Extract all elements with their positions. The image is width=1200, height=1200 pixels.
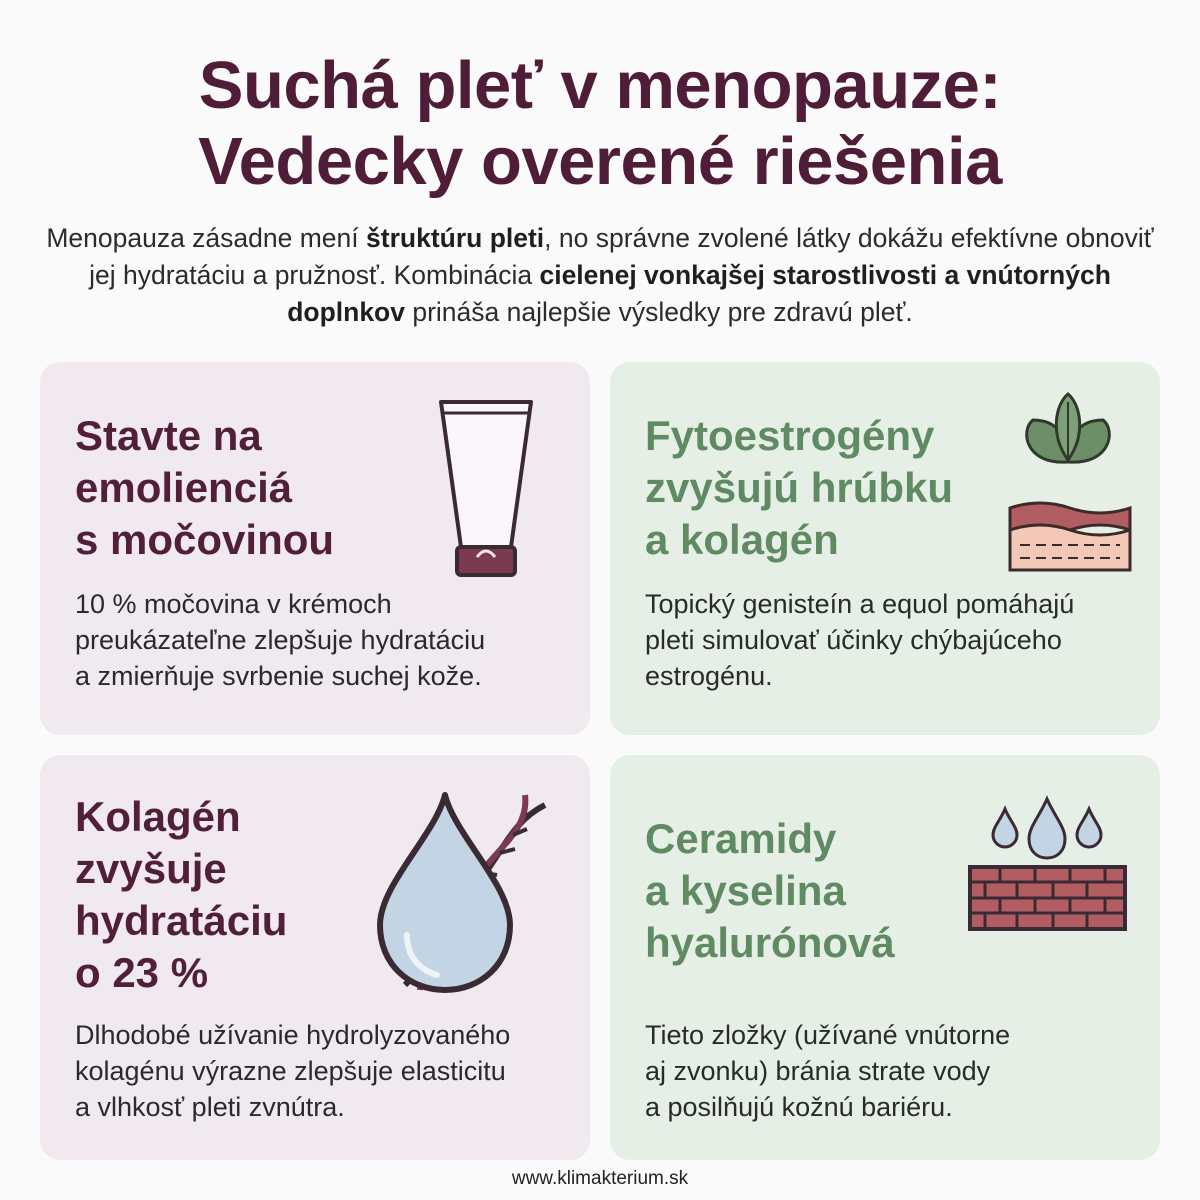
card-title-line: Stavte na xyxy=(75,412,262,459)
footer-website: www.klimakterium.sk xyxy=(511,1168,689,1189)
intro-bold-1: štruktúru pleti xyxy=(366,223,545,253)
intro-text-3: prináša najlepšie výsledky pre zdravú pleť. xyxy=(404,297,913,327)
intro-text-2: , no správne zvolené látky dokážu efektívne obnoviť jej hydratáciu a pružnosť. Kombinácia xyxy=(89,223,1154,290)
card-title-line: a kolagén xyxy=(645,516,839,563)
card-title xyxy=(75,410,334,566)
intro-text-1: Menopauza zásadne mení xyxy=(46,223,367,253)
card-text-line: aj zvonku) bránia strate vody xyxy=(645,1056,991,1086)
card-text-line: pleti simulovať účinky chýbajúceho xyxy=(645,625,1062,655)
card-text-line: 10 % močovina v krémoch xyxy=(75,589,392,619)
card-title-line: zvyšuje xyxy=(75,845,227,892)
card-title xyxy=(645,410,953,566)
card-text-line: a posilňujú kožnú bariéru. xyxy=(645,1092,953,1122)
brick-barrier-drops-icon xyxy=(965,795,1130,935)
card-title-line: Ceramidy xyxy=(645,815,837,862)
card-ceramides xyxy=(610,755,1160,1160)
card-phytoestrogens xyxy=(610,362,1160,735)
card-title-line: emolienciá xyxy=(75,464,293,511)
card-title-line: zvyšujú hrúbku xyxy=(645,464,954,511)
card-title-line: hydratáciu xyxy=(75,897,288,944)
card-collagen xyxy=(40,755,590,1160)
page-title xyxy=(0,48,1200,200)
card-title-line: s močovinou xyxy=(75,516,335,563)
card-text-line: Topický genisteín a equol pomáhajú xyxy=(645,589,1075,619)
intro-paragraph xyxy=(40,220,1160,331)
card-text-line: preukázateľne zlepšuje hydratáciu xyxy=(75,625,486,655)
page-title-line-1: Suchá pleť v menopauze: xyxy=(198,48,1002,123)
card-text-line: a vlhkosť pleti zvnútra. xyxy=(75,1092,345,1122)
card-title-line: Kolagén xyxy=(75,793,241,840)
card-text xyxy=(645,586,1074,694)
page-title-line-2: Vedecky overené riešenia xyxy=(198,124,1002,199)
card-title-line: a kyselina xyxy=(645,867,846,914)
water-drop-dna-icon xyxy=(355,785,555,1000)
card-text xyxy=(75,586,485,694)
card-text-line: kolagénu výrazne zlepšuje elasticitu xyxy=(75,1056,506,1086)
leaves-skin-layers-icon xyxy=(1005,390,1140,590)
card-emollients xyxy=(40,362,590,735)
card-text-line: Dlhodobé užívanie hydrolyzovaného xyxy=(75,1020,511,1050)
card-text-line: Tieto zložky (užívané vnútorne xyxy=(645,1020,1011,1050)
card-title-line: Fytoestrogény xyxy=(645,412,935,459)
card-title xyxy=(75,791,287,999)
card-text xyxy=(75,1017,510,1125)
card-text-line: a zmierňuje svrbenie suchej kože. xyxy=(75,661,482,691)
card-title-line: o 23 % xyxy=(75,949,209,996)
card-title-line: hyalurónová xyxy=(645,919,895,966)
card-title xyxy=(645,813,895,969)
intro-bold-2: cielenej vonkajšej starostlivosti a vnútorných doplnkov xyxy=(287,260,1111,327)
card-text xyxy=(645,1017,1010,1125)
cream-tube-icon xyxy=(435,397,545,582)
card-text-line: estrogénu. xyxy=(645,661,773,691)
